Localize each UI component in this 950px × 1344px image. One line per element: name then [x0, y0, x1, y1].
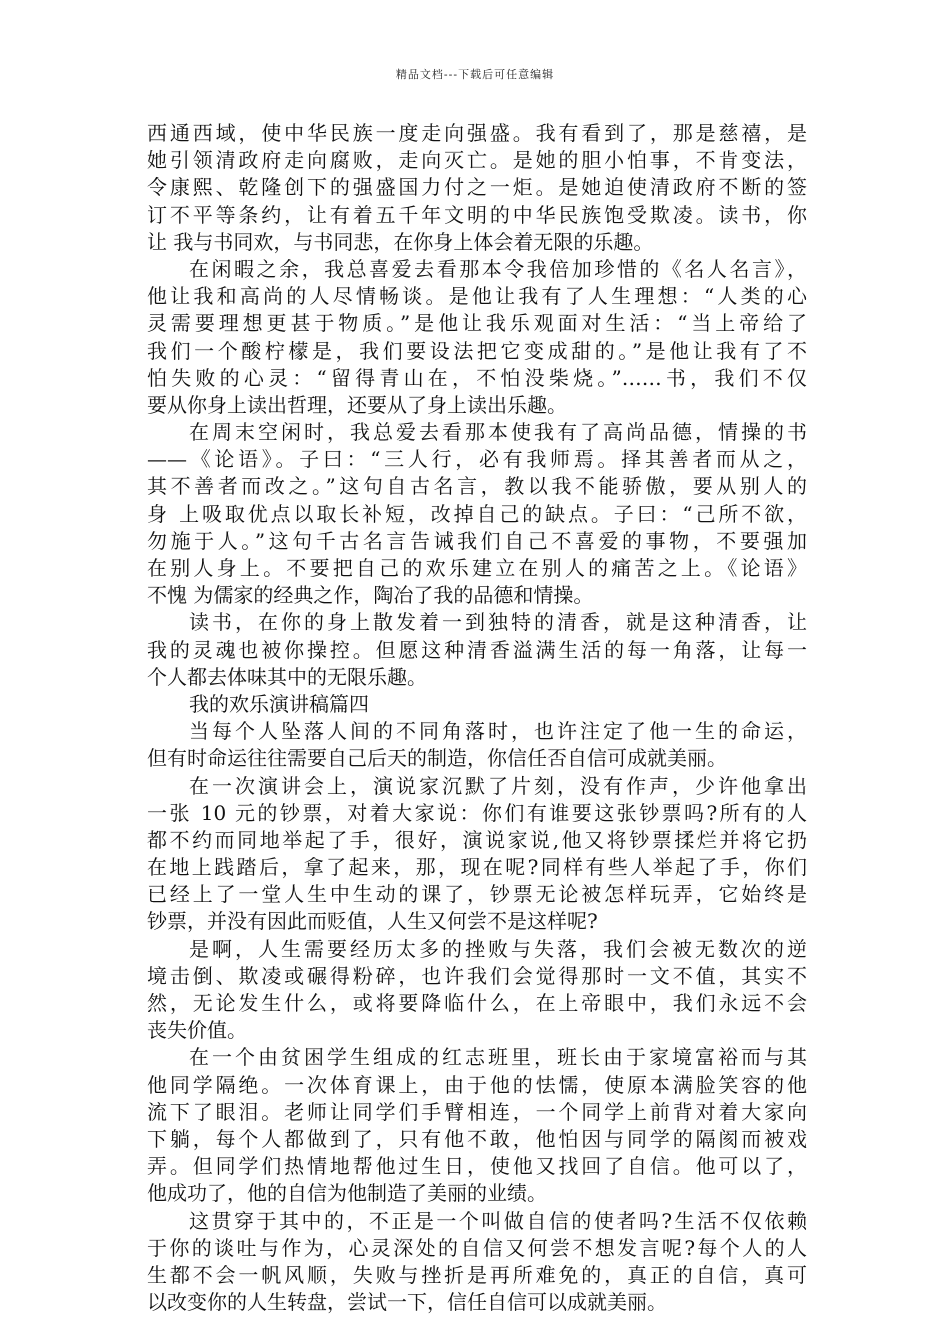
text-line: 在一个由贫困学生组成的红志班里，班长由于家境富裕而与其 — [189, 1045, 807, 1070]
text-line: 他成功了，他的自信为他制造了美丽的业绩。 — [147, 1181, 547, 1206]
text-line: ——《论语》。子曰：“三人行，必有我师焉。择其善者而从之， — [147, 447, 807, 472]
text-line: 我们一个酸柠檬是，我们要设法把它变成甜的。”是他让我有了不 — [147, 338, 807, 363]
text-line: 生都不会一帆风顺，失败与挫折是再所难免的，真正的自信，真可 — [147, 1262, 807, 1287]
text-line: 但有时命运往往需要自己后天的制造，你信任否自信可成就美丽。 — [147, 746, 727, 771]
text-line: 钞票，并没有因此而贬值，人生又何尝不是这样呢? — [147, 909, 598, 934]
text-line: 他同学隔绝。一次体育课上，由于他的怯懦，使原本满脸笑容的他 — [147, 1072, 807, 1097]
text-line: 西通西域，使中华民族一度走向强盛。我有看到了，那是慈禧，是 — [147, 121, 807, 145]
text-line: 这贯穿于其中的，不正是一个叫做自信的使者吗?生活不仅依赖 — [189, 1208, 807, 1233]
text-line: 读书，在你的身上散发着一到独特的清香，就是这种清香，让 — [189, 610, 807, 635]
text-line: 怕失败的心灵：“留得青山在，不怕没柴烧。”……书，我们不仅 — [147, 365, 807, 390]
text-line: 我的灵魂也被你操控。但愿这种清香溢满生活的每一角落，让每一 — [147, 637, 807, 662]
text-line: 一张 10 元的钞票，对着大家说：你们有谁要这张钞票吗?所有的人 — [147, 800, 807, 825]
text-line: 以改变你的人生转盘，尝试一下，信任自信可以成就美丽。 — [147, 1290, 667, 1315]
text-line: 境击倒、欺凌或碾得粉碎，也许我们会觉得那时一文不值，其实不 — [147, 963, 807, 988]
text-line: 他让我和高尚的人尽情畅谈。是他让我有了人生理想：“人类的心 — [147, 284, 807, 309]
document-body — [147, 120, 807, 1316]
text-line: 流下了眼泪。老师让同学们手臂相连，一个同学上前背对着大家向 — [147, 1099, 807, 1124]
page-header: 精品文档---下载后可任意编辑 — [395, 68, 555, 81]
text-line: 在地上践踏后，拿了起来，那，现在呢?同样有些人举起了手，你们 — [147, 855, 807, 880]
text-line: 她引领清政府走向腐败，走向灭亡。是她的胆小怕事，不肯变法， — [147, 148, 807, 173]
text-line: 让 我与书同欢，与书同悲，在你身上体会着无限的乐趣。 — [147, 229, 654, 254]
text-line: 是啊，人生需要经历太多的挫败与失落，我们会被无数次的逆 — [189, 936, 807, 961]
text-line: 其不善者而改之。”这句自古名言，教以我不能骄傲，要从别人的 — [147, 474, 807, 499]
text-line: 当每个人坠落人间的不同角落时，也许注定了他一生的命运， — [189, 719, 807, 744]
text-line: 灵需要理想更甚于物质。”是他让我乐观面对生活：“当上帝给了 — [147, 311, 807, 336]
text-line: 不愧 为儒家的经典之作，陶冶了我的品德和情操。 — [147, 583, 594, 608]
text-line: 个人都去体味其中的无限乐趣。 — [147, 664, 427, 689]
text-line: 令康熙、乾隆创下的强盛国力付之一炬。是她迫使清政府不断的签 — [147, 175, 807, 200]
text-line: 身 上吸取优点以取长补短，改掉自己的缺点。子曰：“己所不欲， — [147, 501, 807, 526]
text-line: 勿施于人。”这句千古名言告诫我们自己不喜爱的事物，不要强加 — [147, 528, 807, 553]
text-line: 下躺，每个人都做到了，只有他不敢，他怕因与同学的隔阂而被戏 — [147, 1126, 807, 1151]
text-line: 于你的谈吐与作为，心灵深处的自信又何尝不想发言呢?每个人的人 — [147, 1235, 807, 1260]
text-line: 然，无论发生什么，或将要降临什么，在上帝眼中，我们永远不会 — [147, 991, 807, 1015]
text-line: 在别人身上。不要把自己的欢乐建立在别人的痛苦之上。《论语》 — [147, 556, 807, 580]
text-line: 我的欢乐演讲稿篇四 — [189, 691, 369, 716]
text-line: 在周末空闲时，我总爱去看那本使我有了高尚品德，情操的书 — [189, 420, 807, 445]
text-line: 要从你身上读出哲理，还要从了身上读出乐趣。 — [147, 392, 567, 417]
text-line: 已经上了一堂人生中生动的课了，钞票无论被怎样玩弄，它始终是 — [147, 882, 807, 907]
text-line: 丧失价值。 — [147, 1018, 247, 1043]
text-line: 订不平等条约，让有着五千年文明的中华民族饱受欺凌。读书，你 — [147, 202, 807, 227]
text-line: 在一次演讲会上，演说家沉默了片刻，没有作声，少许他拿出 — [189, 773, 807, 798]
text-line: 都不约而同地举起了手，很好，演说家说,他又将钞票揉烂并将它扔 — [147, 827, 807, 852]
text-line: 弄。但同学们热情地帮他过生日，使他又找回了自信。他可以了， — [147, 1154, 807, 1179]
text-line: 在闲暇之余，我总喜爱去看那本令我倍加珍惜的《名人名言》， — [189, 256, 807, 281]
